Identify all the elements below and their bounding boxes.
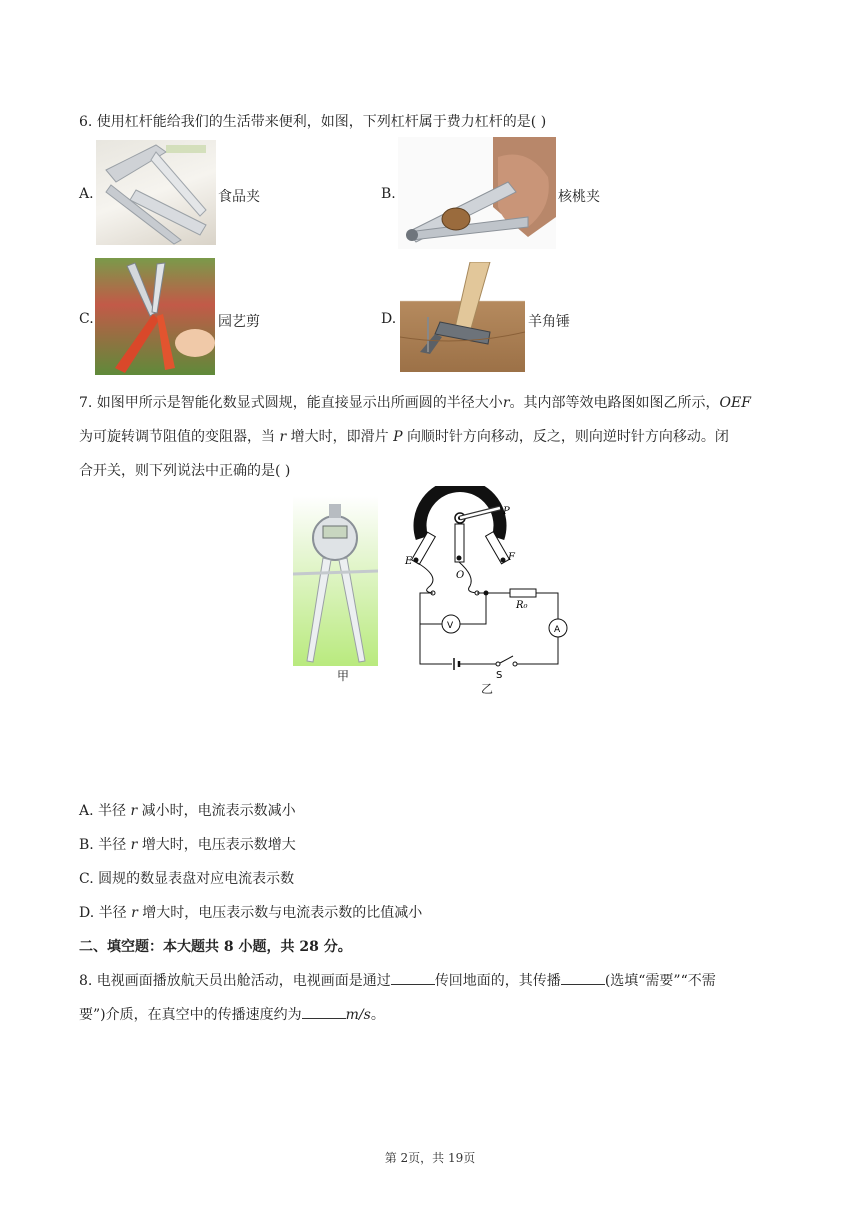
q7-line-1: 7. 如图甲所示是智能化数显式圆规，能直接显示出所画圆的半径大小r。其内部等效电路图如图乙所示，OEF [79, 395, 751, 411]
q8-blank-2[interactable] [561, 970, 605, 985]
q7-option-b: B. 半径 r 增大时，电压表示数增大 [79, 837, 296, 853]
claw-hammer-photo [400, 262, 525, 372]
q6-option-c-label: 园艺剪 [218, 314, 260, 330]
circuit-diagram [400, 486, 580, 691]
q6-option-a-letter: A. [79, 186, 94, 202]
page-footer: 第 2页，共 19页 [384, 1151, 476, 1165]
q6-option-d-label: 羊角锤 [528, 314, 570, 330]
label-s: S [496, 670, 503, 681]
label-r0: R₀ [516, 600, 528, 611]
q6-option-d-letter: D. [381, 311, 397, 327]
q8-line-1: 8. 电视画面播放航天员出舱活动，电视画面是通过 传回地面的，其传播 (选填“需要”“不需 [79, 970, 716, 991]
section-heading: 二、填空题：本大题共 8 小题，共 28 分。 [79, 939, 352, 955]
q7-line-3: 合开关，则下列说法中正确的是( ) [79, 463, 291, 479]
q6-option-c-letter: C. [79, 311, 94, 327]
label-v: V [447, 621, 454, 631]
label-o: O [456, 570, 465, 581]
q6-option-b-letter: B. [381, 186, 396, 202]
q7-option-d: D. 半径 r 增大时，电压表示数与电流表示数的比值减小 [79, 905, 423, 921]
q6-stem: 6. 使用杠杆能给我们的生活带来便利，如图，下列杠杆属于费力杠杆的是( ) [79, 114, 547, 130]
label-f: F [508, 552, 515, 563]
garden-shears-photo [95, 258, 215, 375]
food-tongs-photo [96, 140, 216, 245]
nutcracker-photo [398, 137, 556, 249]
figure-jia-caption: 甲 [337, 669, 350, 683]
q7-option-a: A. 半径 r 减小时，电流表示数减小 [79, 803, 296, 819]
digital-compass-photo [293, 496, 378, 666]
q7-line-2: 为可旋转调节阻值的变阻器，当 r 增大时，即滑片 P 向顺时针方向移动，反之，则向逆时针方向移动。闭 [79, 429, 729, 445]
label-p: P [503, 506, 510, 517]
q8-blank-3[interactable] [302, 1004, 346, 1019]
q6-option-b-label: 核桃夹 [558, 189, 600, 205]
q8-line-2: 要”)介质，在真空中的传播速度约为 m/s。 [79, 1004, 385, 1025]
label-e: E [405, 556, 413, 567]
q8-blank-1[interactable] [391, 970, 435, 985]
q6-option-a-label: 食品夹 [218, 189, 260, 205]
figure-yi-caption: 乙 [481, 682, 494, 696]
q7-option-c: C. 圆规的数显表盘对应电流表示数 [79, 871, 295, 887]
label-a: A [554, 625, 561, 635]
